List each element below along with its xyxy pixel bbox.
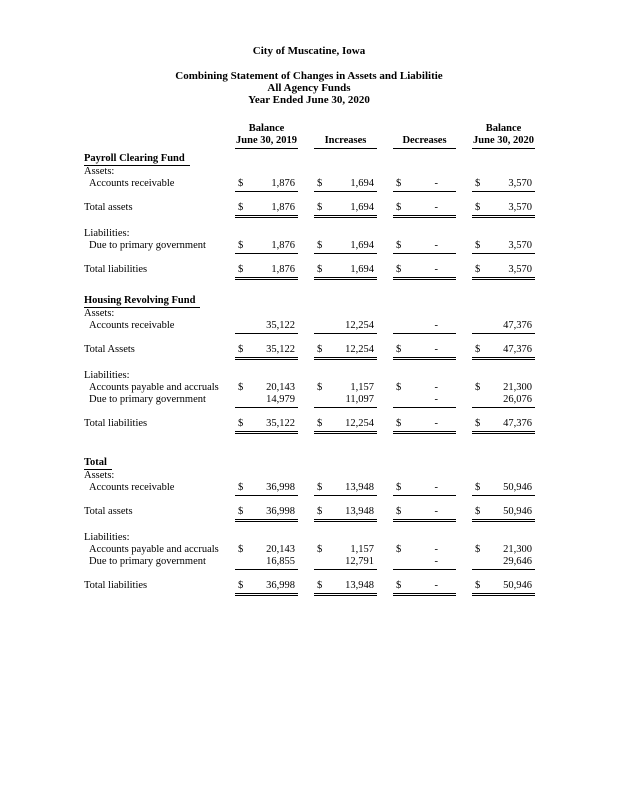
amount-value: 47,376 [503,344,532,355]
amount-cell [314,178,377,192]
amount-cell [314,482,377,496]
statement-period: Year Ended June 30, 2020 [248,94,370,106]
group-row [84,370,618,382]
amount-value: - [434,202,438,213]
amount-value: 13,948 [345,506,374,517]
amount-value: 35,122 [266,344,295,355]
amount-value: 20,143 [266,382,295,393]
amount-cell [314,556,377,570]
group-row [84,166,618,178]
amount-value: 12,254 [345,418,374,429]
amount-value: 1,157 [350,382,374,393]
amount-cell [314,418,377,434]
dollar-sign: $ [238,178,244,189]
dollar-sign: $ [238,344,244,355]
amount-value: 1,694 [350,202,374,213]
data-row [84,394,618,408]
dollar-sign: $ [396,506,402,517]
amount-value: 29,646 [503,556,532,567]
amount-value: 12,254 [345,320,374,331]
amount-value: 36,998 [266,482,295,493]
amount-cell [393,382,456,394]
amount-cell [393,580,456,596]
spacer-row [84,254,618,264]
amount-value: - [434,394,438,405]
amount-value: 35,122 [266,418,295,429]
amount-value: - [434,178,438,189]
amount-value: 3,570 [508,240,532,251]
row-label: Total liabilities [84,264,148,275]
amount-cell [393,178,456,192]
amount-cell [472,556,535,570]
amount-value: 12,791 [345,556,374,567]
dollar-sign: $ [317,482,323,493]
spacer-row [84,218,618,228]
amount-value: - [434,580,438,591]
statement-table [0,123,618,596]
amount-cell [314,240,377,254]
amount-cell [235,264,298,280]
row-label: Accounts payable and accruals [89,544,219,555]
amount-cell [472,418,535,434]
spacer-row [84,434,618,457]
amount-value: 50,946 [503,482,532,493]
amount-cell [393,506,456,522]
amount-cell [393,394,456,408]
dollar-sign: $ [238,240,244,251]
data-row [84,556,618,570]
dollar-sign: $ [396,240,402,251]
row-label: Accounts payable and accruals [89,382,219,393]
amount-value: 47,376 [503,320,532,331]
row-label: Accounts receivable [89,178,175,189]
dollar-sign: $ [396,418,402,429]
dollar-sign: $ [238,202,244,213]
amount-cell [314,344,377,360]
amount-value: 35,122 [266,320,295,331]
document-header [0,0,618,106]
amount-value: 1,876 [271,178,295,189]
row-label: Due to primary government [89,240,206,251]
amount-cell [472,264,535,280]
column-header-decreases: Decreases [393,123,456,149]
dollar-sign: $ [396,344,402,355]
amount-value: - [434,482,438,493]
amount-value: 20,143 [266,544,295,555]
amount-cell [472,178,535,192]
amount-value: - [434,418,438,429]
amount-cell [235,544,298,556]
amount-cell [235,344,298,360]
spacer-row [84,280,618,295]
row-label [84,153,219,166]
amount-cell [314,506,377,522]
amount-cell [393,240,456,254]
row-label [84,295,219,308]
dollar-sign: $ [396,544,402,555]
dollar-sign: $ [396,264,402,275]
row-label: Assets: [84,470,115,481]
dollar-sign: $ [475,178,481,189]
amount-cell [235,482,298,496]
group-row [84,228,618,240]
amount-cell [393,264,456,280]
statement-subtitle: All Agency Funds [267,82,351,94]
amount-cell [235,178,298,192]
group-row [84,470,618,482]
dollar-sign: $ [475,580,481,591]
amount-value: 13,948 [345,482,374,493]
amount-value: - [434,320,438,331]
row-label [84,457,219,470]
dollar-sign: $ [317,580,323,591]
amount-value: 3,570 [508,264,532,275]
dollar-sign: $ [396,382,402,393]
row-label: Liabilities: [84,532,130,543]
fund-row [84,153,618,166]
amount-value: 3,570 [508,178,532,189]
amount-value: 3,570 [508,202,532,213]
spacer-row [84,360,618,370]
amount-cell [393,344,456,360]
dollar-sign: $ [317,202,323,213]
amount-value: 1,157 [350,544,374,555]
amount-value: 1,694 [350,178,374,189]
dollar-sign: $ [238,544,244,555]
amount-value: 1,876 [271,202,295,213]
amount-cell [393,202,456,218]
amount-cell [314,544,377,556]
dollar-sign: $ [475,418,481,429]
spacer-row [84,496,618,506]
amount-value: - [434,240,438,251]
dollar-sign: $ [475,264,481,275]
total-row [84,264,618,280]
data-row [84,544,618,556]
dollar-sign: $ [396,580,402,591]
dollar-sign: $ [475,544,481,555]
dollar-sign: $ [396,202,402,213]
amount-cell [472,344,535,360]
amount-value: 36,998 [266,506,295,517]
data-row [84,382,618,394]
amount-cell [235,320,298,334]
dollar-sign: $ [475,240,481,251]
row-label: Total liabilities [84,580,148,591]
amount-value: 1,694 [350,240,374,251]
row-label: Due to primary government [89,556,206,567]
dollar-sign: $ [317,544,323,555]
total-row [84,344,618,360]
amount-value: 50,946 [503,580,532,591]
dollar-sign: $ [396,178,402,189]
amount-cell [235,382,298,394]
amount-cell [235,394,298,408]
dollar-sign: $ [317,344,323,355]
row-label: Due to primary government [89,394,206,405]
dollar-sign: $ [475,382,481,393]
org-name: City of Muscatine, Iowa [252,45,366,57]
row-label: Liabilities: [84,370,130,381]
amount-cell [314,264,377,280]
amount-cell [314,580,377,596]
total-row [84,418,618,434]
amount-cell [393,544,456,556]
column-header-balance-2019: Balance June 30, 2019 [235,123,298,149]
amount-value: 12,254 [345,344,374,355]
amount-value: 1,876 [271,264,295,275]
column-header-increases: Increases [314,123,377,149]
group-row [84,308,618,320]
fund-row [84,295,618,308]
amount-cell [235,580,298,596]
row-label: Assets: [84,166,115,177]
amount-value: - [434,264,438,275]
dollar-sign: $ [238,264,244,275]
amount-value: - [434,556,438,567]
amount-cell [472,320,535,334]
amount-value: 14,979 [266,394,295,405]
amount-value: - [434,344,438,355]
amount-cell [472,506,535,522]
amount-cell [235,240,298,254]
dollar-sign: $ [317,240,323,251]
row-label: Assets: [84,308,115,319]
data-row [84,178,618,192]
row-label: Total Assets [84,344,135,355]
dollar-sign: $ [396,482,402,493]
dollar-sign: $ [238,482,244,493]
amount-cell [314,320,377,334]
row-label: Total liabilities [84,418,148,429]
fund-name: Payroll Clearing Fund [84,153,190,166]
row-label: Accounts receivable [89,320,175,331]
row-label: Accounts receivable [89,482,175,493]
amount-value: 21,300 [503,382,532,393]
row-label: Total assets [84,202,133,213]
amount-cell [472,202,535,218]
dollar-sign: $ [475,202,481,213]
amount-cell [393,320,456,334]
dollar-sign: $ [238,418,244,429]
amount-value: 50,946 [503,506,532,517]
amount-cell [472,382,535,394]
dollar-sign: $ [238,382,244,393]
dollar-sign: $ [317,382,323,393]
amount-value: 16,855 [266,556,295,567]
amount-cell [393,482,456,496]
dollar-sign: $ [317,418,323,429]
amount-value: 26,076 [503,394,532,405]
amount-cell [472,580,535,596]
row-label: Liabilities: [84,228,130,239]
group-row [84,532,618,544]
spacer-row [84,408,618,418]
dollar-sign: $ [238,506,244,517]
spacer-row [84,522,618,532]
dollar-sign: $ [475,482,481,493]
amount-cell [235,202,298,218]
dollar-sign: $ [317,178,323,189]
amount-value: - [434,506,438,517]
amount-cell [472,482,535,496]
amount-value: 1,694 [350,264,374,275]
amount-value: 13,948 [345,580,374,591]
total-row [84,506,618,522]
amount-value: 11,097 [345,394,374,405]
amount-value: 1,876 [271,240,295,251]
spacer-row [84,334,618,344]
data-row [84,320,618,334]
spacer-row [84,192,618,202]
amount-cell [235,418,298,434]
amount-value: - [434,382,438,393]
amount-cell [472,544,535,556]
spacer-row [84,570,618,580]
row-label: Total assets [84,506,133,517]
amount-cell [393,556,456,570]
data-row [84,240,618,254]
amount-cell [314,202,377,218]
table-rows [84,153,618,596]
amount-cell [235,506,298,522]
amount-cell [393,418,456,434]
amount-cell [314,382,377,394]
dollar-sign: $ [317,506,323,517]
column-header-row [84,123,618,149]
dollar-sign: $ [238,580,244,591]
amount-cell [235,556,298,570]
amount-value: 47,376 [503,418,532,429]
amount-cell [314,394,377,408]
column-header-balance-2020: Balance June 30, 2020 [472,123,535,149]
fund-name: Total [84,457,112,470]
amount-value: - [434,544,438,555]
dollar-sign: $ [317,264,323,275]
amount-cell [472,394,535,408]
column-header-spacer [84,123,219,149]
amount-cell [472,240,535,254]
dollar-sign: $ [475,506,481,517]
amount-value: 21,300 [503,544,532,555]
data-row [84,482,618,496]
fund-row [84,457,618,470]
total-row [84,202,618,218]
total-row [84,580,618,596]
dollar-sign: $ [475,344,481,355]
statement-title: Combining Statement of Changes in Assets and Liabilitie [175,70,443,82]
amount-value: 36,998 [266,580,295,591]
fund-name: Housing Revolving Fund [84,295,200,308]
